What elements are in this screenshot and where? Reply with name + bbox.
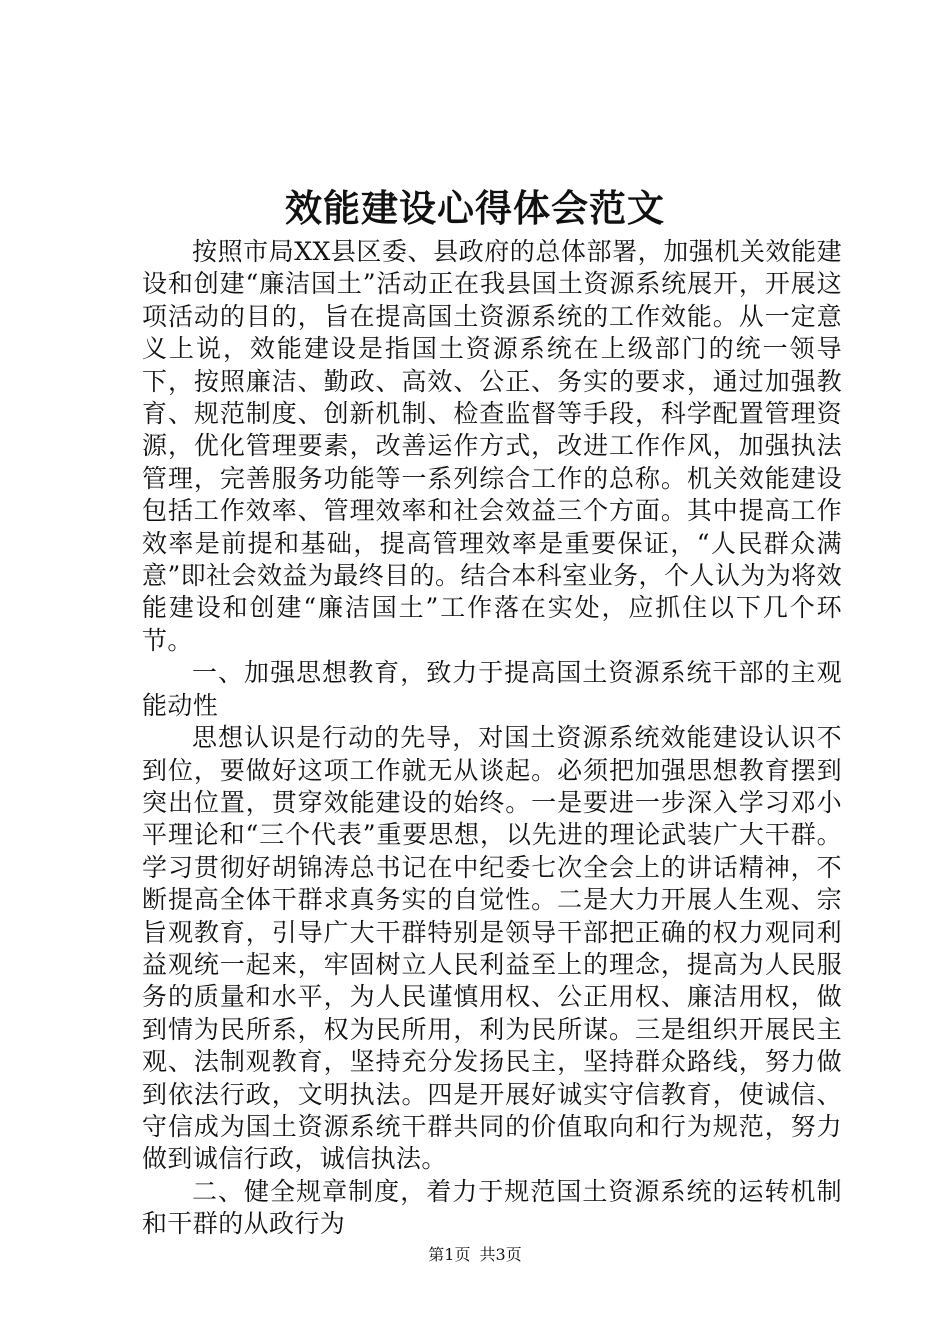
section-heading-2: 二、健全规章制度，着力于规范国土资源系统的运转机制和干群的从政行为: [142, 1176, 842, 1239]
paragraph-section-1: 思想认识是行动的先导，对国土资源系统效能建设认识不到位，要做好这项工作就无从谈起。必须把加强思想教育摆到突出位置，贯穿效能建设的始终。一是要进一步深入学习邓小平理论和“三个代表”重要思想，以先进的理论武装广大干群。学习贯彻好胡锦涛总书记在中纪委七次全会上的讲话精神，不断提高全体干群求真务实的自觉性。二是大力开展人生观、宗旨观教育，引导广大干群特别是领导干部把正确的权力观同利益观统一起来，牢固树立人民利益至上的理念，提高为人民服务的质量和水平，为人民谨慎用权、公正用权、廉洁用权，做到情为民所系，权为民所用，利为民所谋。三是组织开展民主观、法制观教育，坚持充分发扬民主，坚持群众路线，努力做到依法行政，文明执法。四是开展好诚实守信教育，使诚信、守信成为国土资源系统干群共同的价值取向和行为规范，努力做到诚信行政，诚信执法。: [142, 723, 842, 1174]
page-total: 共3页: [479, 1245, 522, 1264]
document-body: [142, 236, 842, 1241]
document-title: 效能建设心得体会范文: [285, 186, 665, 230]
paragraph-intro: 按照市局XX县区委、县政府的总体部署，加强机关效能建设和创建“廉洁国土”活动正在我县国土资源系统展开，开展这项活动的目的，旨在提高国土资源系统的工作效能。从一定意义上说，效能建设是指国土资源系统在上级部门的统一领导下，按照廉洁、勤政、高效、公正、务实的要求，通过加强教育、规范制度、创新机制、检查监督等手段，科学配置管理资源，优化管理要素，改善运作方式，改进工作作风，加强执法管理，完善服务功能等一系列综合工作的总称。机关效能建设包括工作效率、管理效率和社会效益三个方面。其中提高工作效率是前提和基础，提高管理效率是重要保证，“人民群众满意”即社会效益为最终目的。结合本科室业务，个人认为为将效能建设和创建“廉洁国土”工作落在实处，应抓住以下几个环节。: [142, 237, 842, 655]
page-footer: [0, 1244, 950, 1266]
page-number: 第1页: [428, 1245, 471, 1264]
section-heading-1: 一、加强思想教育，致力于提高国土资源系统干部的主观能动性: [142, 658, 842, 720]
